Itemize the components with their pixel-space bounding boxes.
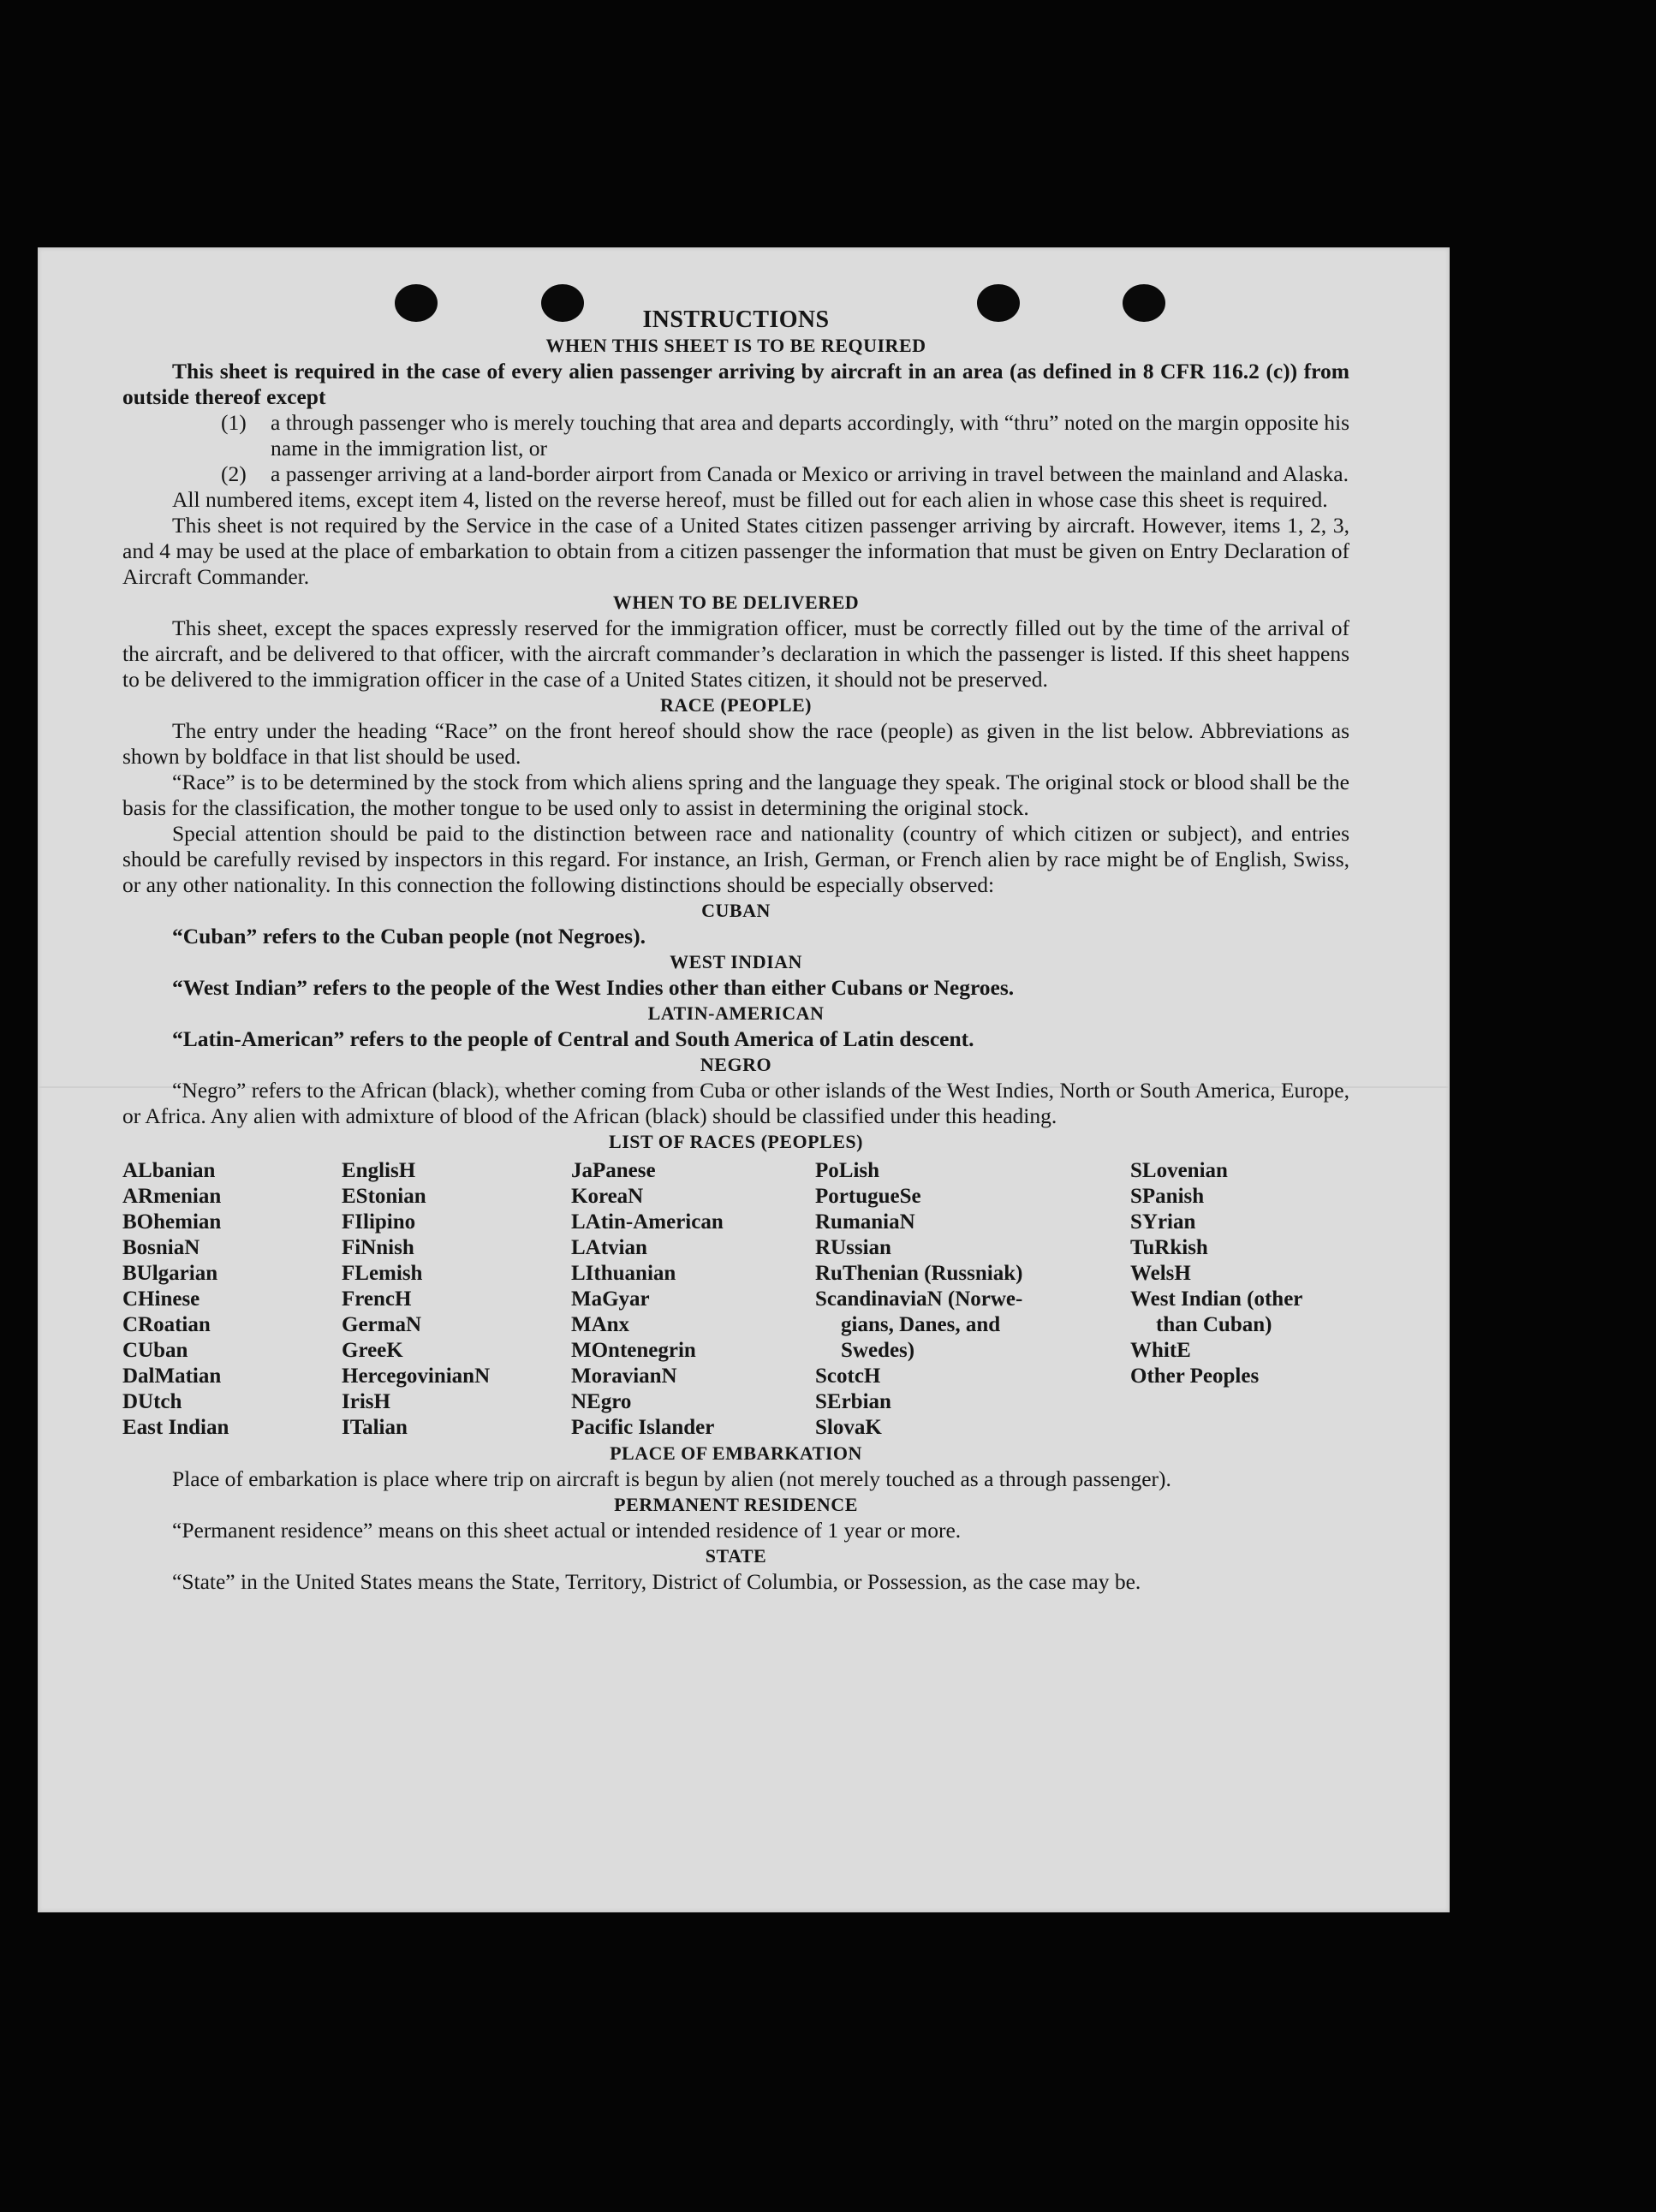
section-heading: CUBAN: [701, 900, 771, 921]
race-item: RuThenian (Russniak): [815, 1262, 1023, 1285]
paragraph: All numbered items, except item 4, listed on the reverse hereof, must be filled out for each alien in whose case this sheet is required.: [172, 487, 1328, 512]
race-item: ScandinaviaN (Norwe-: [815, 1287, 1023, 1311]
race-item: ALbanian: [122, 1159, 216, 1182]
race-column: [1130, 1158, 1349, 1441]
race-item: MaGyar: [571, 1287, 650, 1311]
race-item: RumaniaN: [815, 1210, 915, 1234]
race-item: KoreaN: [571, 1185, 644, 1208]
race-column: [815, 1158, 1130, 1441]
race-item: CRoatian: [122, 1313, 211, 1336]
race-item: JaPanese: [571, 1159, 656, 1182]
page-title: INSTRUCTIONS: [642, 306, 830, 333]
race-item: GermaN: [342, 1313, 422, 1336]
race-item: FIlipino: [342, 1210, 416, 1234]
paragraph: The entry under the heading “Race” on the front hereof should show the race (people) as given in the list below. Abbreviations as shown by boldface in that list should be used.: [122, 718, 1349, 769]
item-text: a passenger arriving at a land-border airport from Canada or Mexico or arriving in travel between the mainland and Alaska.: [271, 461, 1349, 486]
race-item: MoravianN: [571, 1365, 677, 1388]
race-item: GreeK: [342, 1339, 403, 1362]
race-item: FrencH: [342, 1287, 412, 1311]
race-item: Pacific Islander: [571, 1416, 715, 1439]
race-item: EnglisH: [342, 1159, 416, 1182]
section-heading: RACE (PEOPLE): [660, 694, 812, 716]
race-item: East Indian: [122, 1416, 229, 1439]
race-item: LAtin-American: [571, 1210, 724, 1234]
section-heading: PERMANENT RESIDENCE: [614, 1494, 858, 1515]
race-column: [122, 1158, 342, 1441]
race-item: BOhemian: [122, 1210, 222, 1234]
section-heading: STATE: [705, 1545, 767, 1567]
list-item: [122, 461, 1349, 487]
race-item: ARmenian: [122, 1185, 222, 1208]
race-column: [571, 1158, 815, 1441]
race-item: SYrian: [1130, 1210, 1196, 1234]
race-item: NEgro: [571, 1390, 632, 1413]
paragraph: This sheet is not required by the Service in the case of a United States citizen passenger arriving by aircraft. However, items 1, 2, 3, and 4 may be used at the place of embarkation to obtain from a citizen passenger the information that must be given on Entry Declaration of Aircraft Commander.: [122, 513, 1349, 589]
race-item: PoLish: [815, 1159, 880, 1182]
exception-list: [122, 410, 1349, 487]
paragraph: Special attention should be paid to the distinction between race and nationality (country of which citizen or subject), and entries should be carefully revised by inspectors in this regard. For instance, an Irish, German, or French alien by race might be of English, Swiss, or any other nationality. In this connection the following distinctions should be especially observed:: [122, 821, 1349, 897]
race-item: RUssian: [815, 1236, 891, 1259]
race-item: West Indian (other: [1130, 1287, 1303, 1311]
race-item: than Cuban): [1156, 1313, 1272, 1336]
section-heading: NEGRO: [700, 1054, 772, 1075]
race-item: CUban: [122, 1339, 188, 1362]
paragraph: “Latin-American” refers to the people of Central and South America of Latin descent.: [172, 1026, 974, 1051]
paragraph: This sheet, except the spaces expressly reserved for the immigration officer, must be correctly filled out by the time of the arrival of the aircraft, and be delivered to that officer, with the aircraft commander’s declaration in which the passenger is listed. If this sheet happens to be delivered to the immigration officer in the case of a United States citizen, it should not be preserved.: [122, 615, 1349, 692]
paragraph: “Race” is to be determined by the stock from which aliens spring and the language they speak. The original stock or blood shall be the basis for the classification, the mother tongue to be used only to assist in determining the original stock.: [122, 770, 1349, 820]
race-item: SlovaK: [815, 1416, 882, 1439]
section-heading: WHEN TO BE DELIVERED: [612, 592, 860, 613]
instructions-content: [122, 307, 1349, 1595]
race-item: BUlgarian: [122, 1262, 218, 1285]
race-item: LIthuanian: [571, 1262, 676, 1285]
paragraph: “Cuban” refers to the Cuban people (not Negroes).: [172, 924, 646, 948]
item-number: (2): [221, 461, 247, 486]
race-item: Swedes): [841, 1339, 915, 1362]
race-item: gians, Danes, and: [841, 1313, 1001, 1336]
race-item: FiNnish: [342, 1236, 414, 1259]
section-heading: LIST OF RACES (PEOPLES): [609, 1131, 863, 1152]
race-item: PortugueSe: [815, 1185, 921, 1208]
race-item: TuRkish: [1130, 1236, 1208, 1259]
list-item: [122, 410, 1349, 461]
race-item: SErbian: [815, 1390, 891, 1413]
paragraph: “State” in the United States means the State, Territory, District of Columbia, or Possession, as the case may be.: [172, 1569, 1141, 1594]
item-number: (1): [221, 410, 247, 435]
race-item: ScotcH: [815, 1365, 881, 1388]
race-item: SPanish: [1130, 1185, 1205, 1208]
race-column: [342, 1158, 571, 1441]
paragraph: This sheet is required in the case of every alien passenger arriving by aircraft in an area (as defined in 8 CFR 116.2 (c)) from outside thereof except: [122, 359, 1349, 409]
paragraph: “West Indian” refers to the people of the West Indies other than either Cubans or Negroes.: [172, 975, 1015, 1000]
paragraph: “Negro” refers to the African (black), whether coming from Cuba or other islands of the West Indies, North or South America, Europe, or Africa. Any alien with admixture of blood of the African (black) should be classified under this heading.: [122, 1078, 1349, 1128]
item-text: a through passenger who is merely touching that area and departs accordingly, with “thru” noted on the margin opposite his name in the immigration list, or: [271, 410, 1349, 461]
race-item: FLemish: [342, 1262, 423, 1285]
race-item: HercegovinianN: [342, 1365, 491, 1388]
section-heading: WHEN THIS SHEET IS TO BE REQUIRED: [545, 335, 926, 356]
race-item: WelsH: [1130, 1262, 1191, 1285]
race-item: IrisH: [342, 1390, 390, 1413]
race-list: [122, 1158, 1349, 1441]
race-item: CHinese: [122, 1287, 200, 1311]
race-item: DalMatian: [122, 1365, 222, 1388]
race-item: LAtvian: [571, 1236, 647, 1259]
section-heading: WEST INDIAN: [670, 951, 802, 972]
race-item: SLovenian: [1130, 1159, 1228, 1182]
race-item: EStonian: [342, 1185, 426, 1208]
race-item: MAnx: [571, 1313, 630, 1336]
section-heading: PLACE OF EMBARKATION: [610, 1442, 862, 1464]
race-item: BosniaN: [122, 1236, 200, 1259]
race-item: Other Peoples: [1130, 1365, 1260, 1388]
race-item: DUtch: [122, 1390, 182, 1413]
race-item: WhitE: [1130, 1339, 1191, 1362]
paragraph: “Permanent residence” means on this sheet actual or intended residence of 1 year or more.: [172, 1518, 962, 1543]
section-heading: LATIN-AMERICAN: [647, 1002, 825, 1024]
document-page: [38, 247, 1450, 1912]
race-item: MOntenegrin: [571, 1339, 696, 1362]
race-item: ITalian: [342, 1416, 408, 1439]
paragraph: Place of embarkation is place where trip on aircraft is begun by alien (not merely touched as a through passenger).: [172, 1466, 1171, 1491]
